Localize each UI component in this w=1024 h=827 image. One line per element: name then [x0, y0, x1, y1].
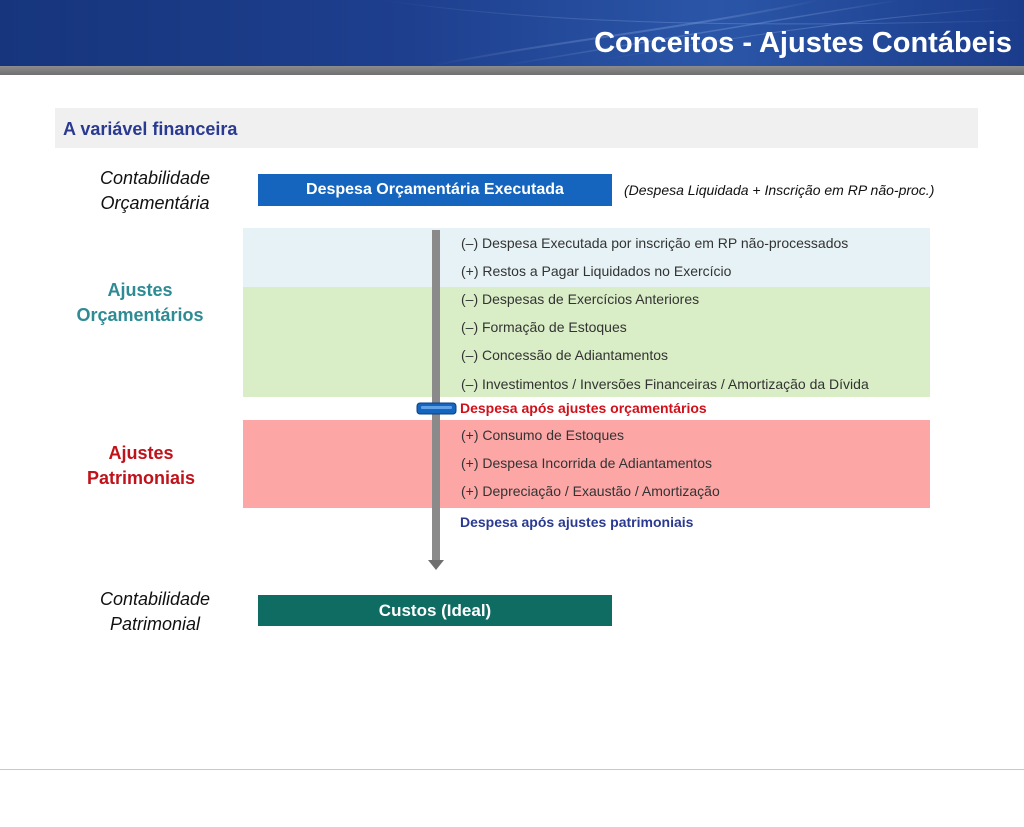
- subtotal-orcamentarios: Despesa após ajustes orçamentários: [460, 400, 707, 416]
- adjustment-item: (–) Investimentos / Inversões Financeiras / Amortização da Dívida: [461, 376, 869, 392]
- label-line: Patrimonial: [109, 614, 201, 634]
- custos-box: Custos (Ideal): [258, 595, 612, 626]
- adjustment-item: (–) Formação de Estoques: [461, 319, 627, 335]
- adjustment-item: (–) Despesas de Exercícios Anteriores: [461, 291, 700, 307]
- label-line: Orçamentários: [76, 305, 204, 325]
- adjustment-item: (+) Consumo de Estoques: [461, 427, 625, 443]
- adjustment-item: (–) Despesa Executada por inscrição em RP não-processados: [461, 235, 849, 251]
- page-title: Conceitos - Ajustes Contábeis: [594, 27, 1012, 59]
- adjustment-item: (+) Depreciação / Exaustão / Amortização: [461, 483, 720, 499]
- despesa-orcamentaria-box: Despesa Orçamentária Executada: [258, 174, 612, 206]
- label-line: Ajustes: [107, 280, 173, 300]
- subtotal-patrimoniais: Despesa após ajustes patrimoniais: [460, 514, 694, 530]
- label-line: Contabilidade: [99, 589, 211, 609]
- adjustment-item: (+) Despesa Incorrida de Adiantamentos: [461, 455, 712, 471]
- section-title: A variável financeira: [63, 119, 238, 139]
- subtotal-marker-highlight: [421, 406, 452, 409]
- adjustment-item: (–) Concessão de Adiantamentos: [461, 347, 669, 363]
- flow-arrow-shaft: [432, 230, 440, 560]
- label-line: Ajustes: [108, 443, 174, 463]
- label-line: Patrimoniais: [86, 468, 196, 488]
- label-line: Contabilidade: [99, 168, 211, 188]
- flow-arrow-head: [428, 560, 444, 570]
- label-line: Orçamentária: [100, 193, 210, 213]
- footer-divider: [0, 769, 1024, 770]
- formula-text: (Despesa Liquidada + Inscrição em RP não-proc.): [624, 182, 935, 198]
- adjustment-item: (+) Restos a Pagar Liquidados no Exercício: [461, 263, 732, 279]
